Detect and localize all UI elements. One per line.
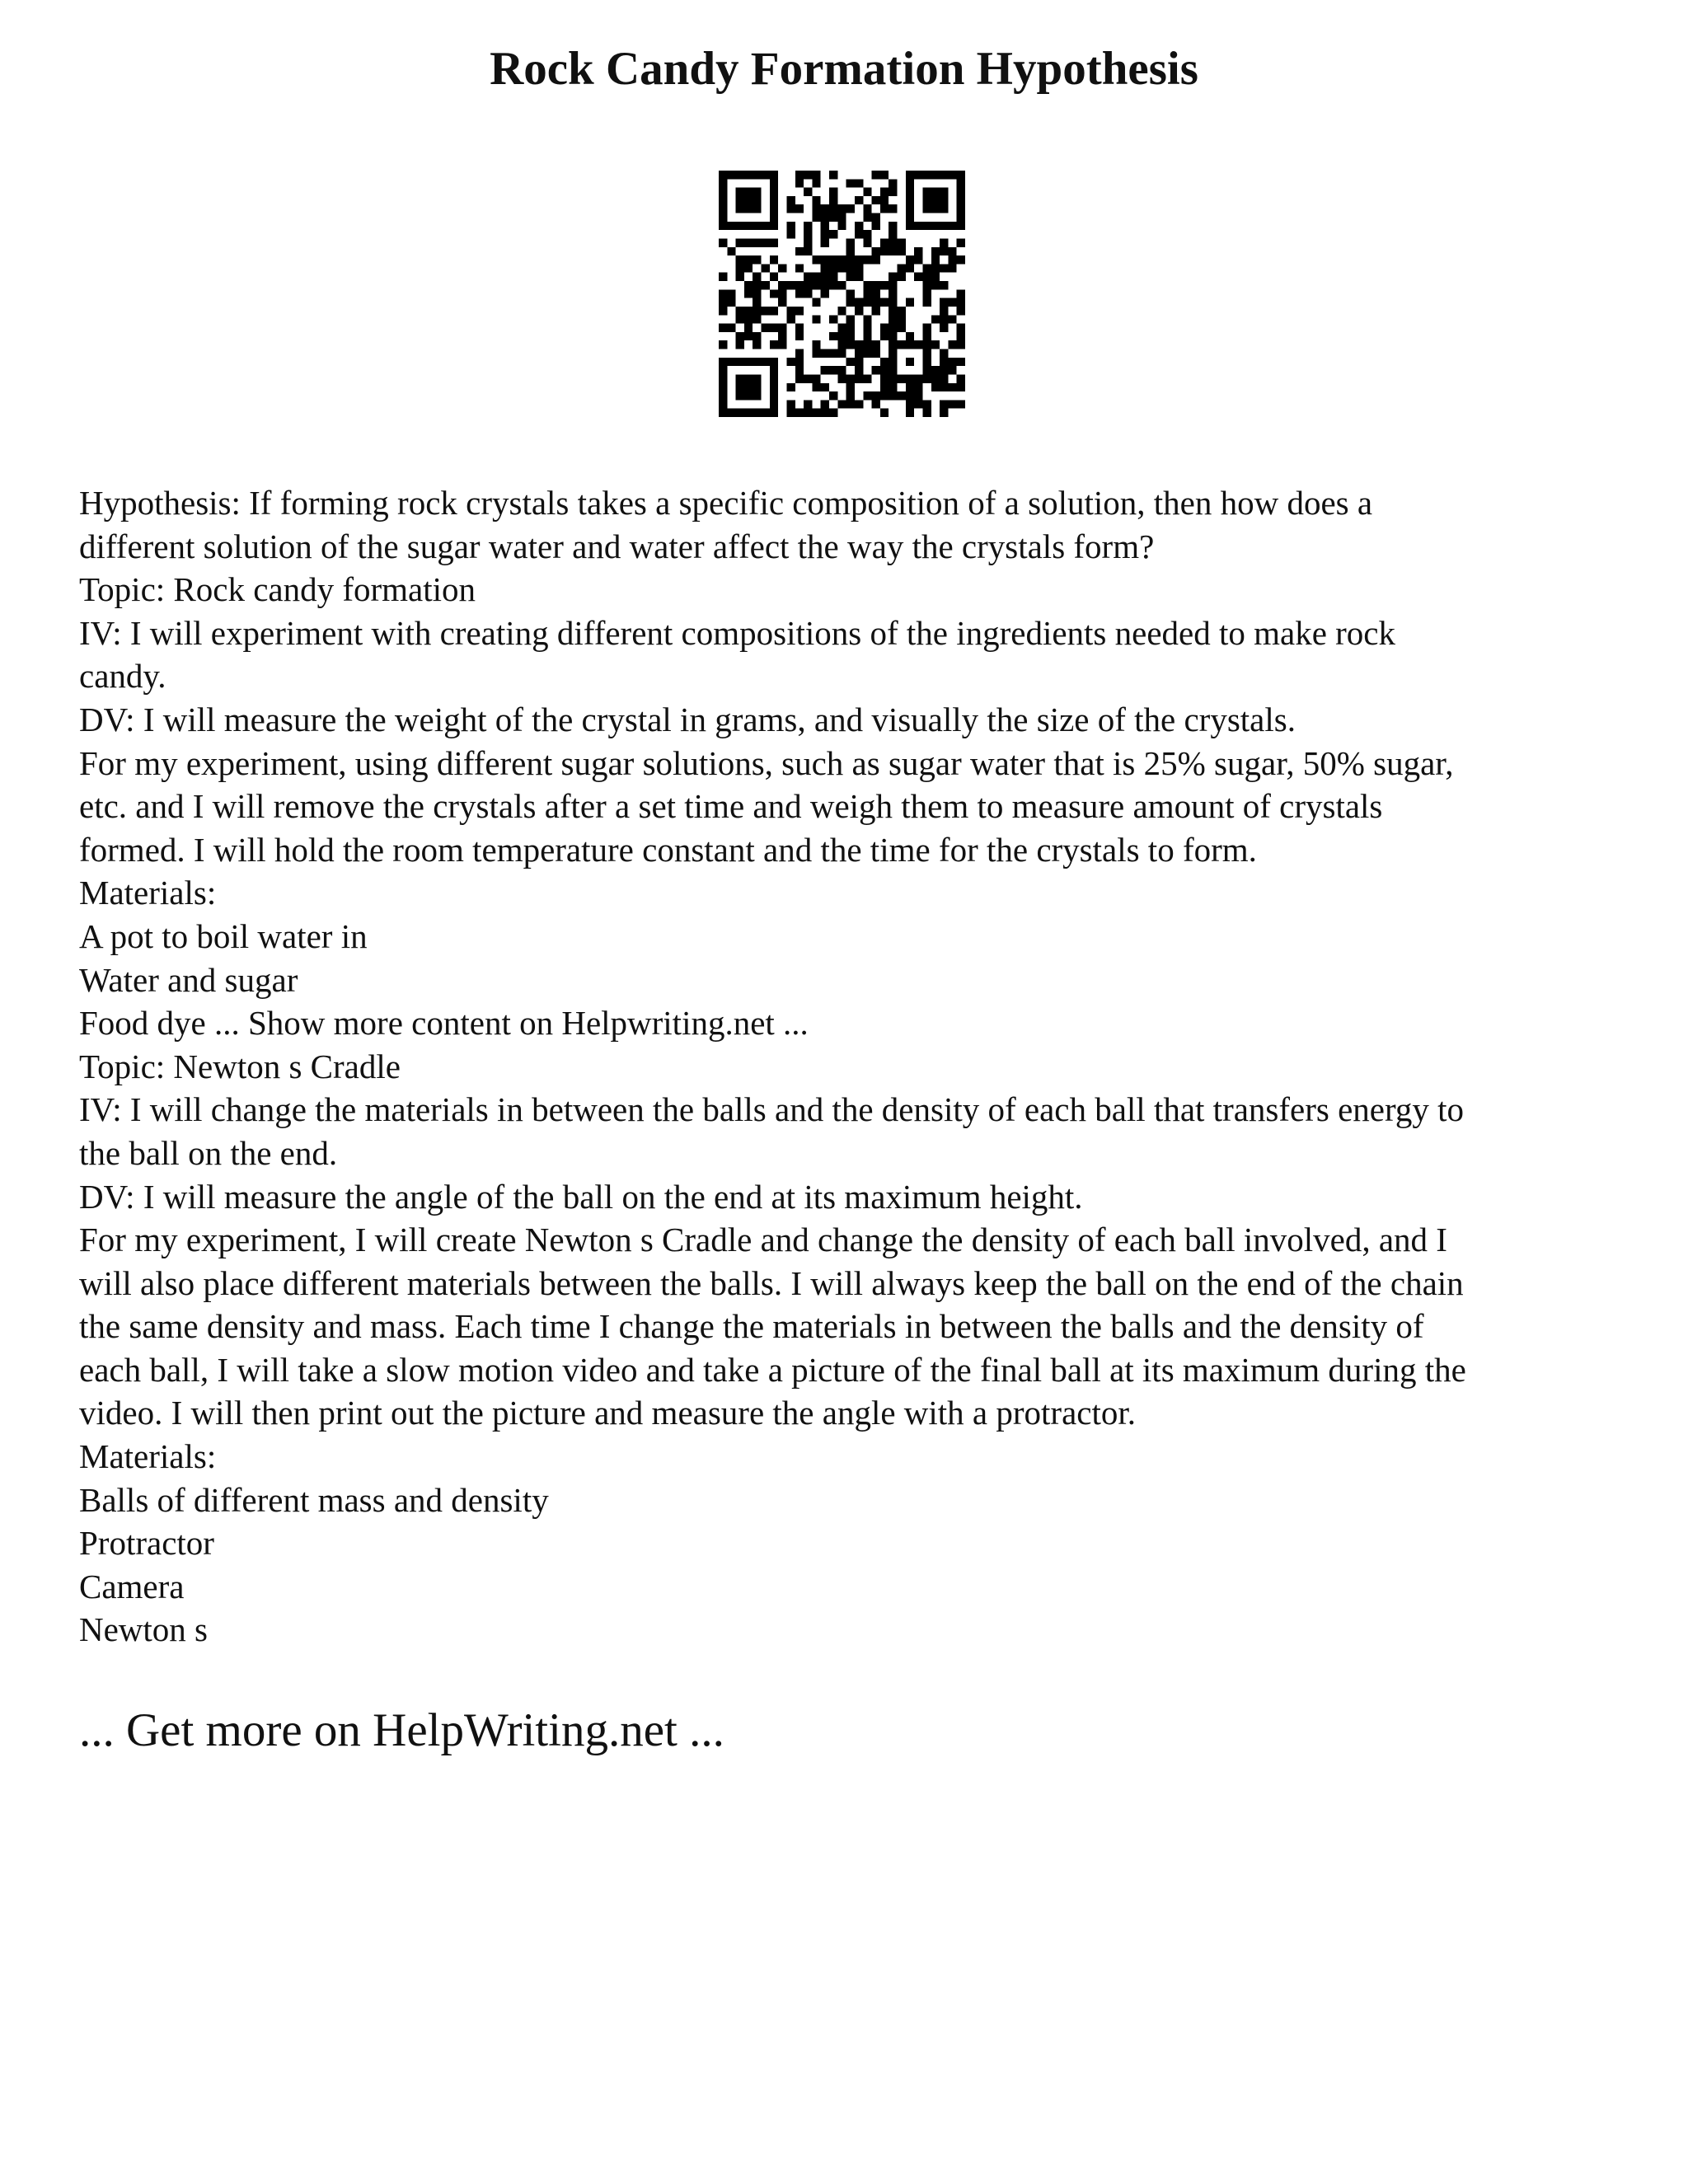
text-line: etc. and I will remove the crystals after a set time and weigh them to measure amount of crystals bbox=[79, 787, 1383, 826]
text-line: Balls of different mass and density bbox=[79, 1480, 549, 1519]
text-line: For my experiment, using different sugar solutions, such as sugar water that is 25% sugar, 50% sugar, bbox=[79, 743, 1454, 782]
text-line: For my experiment, I will create Newton s Cradle and change the density of each ball involved, and I bbox=[79, 1221, 1447, 1259]
text-line: Water and sugar bbox=[79, 960, 298, 999]
text-line: Camera bbox=[79, 1567, 185, 1605]
text-line: video. I will then print out the picture and measure the angle with a protractor. bbox=[79, 1394, 1136, 1432]
text-line: Newton s bbox=[79, 1610, 209, 1649]
text-line: candy. bbox=[79, 657, 166, 696]
text-line: IV: I will change the materials in between the balls and the density of each ball that transfers energy to bbox=[79, 1090, 1465, 1129]
text-line: IV: I will experiment with creating different compositions of the ingredients needed to make rock bbox=[79, 613, 1395, 652]
text-line: Materials: bbox=[79, 1437, 217, 1476]
text-line: DV: I will measure the angle of the ball on the end at its maximum height. bbox=[79, 1177, 1083, 1216]
text-line: will also place different materials between the balls. I will always keep the ball on the end of the chain bbox=[79, 1263, 1464, 1302]
text-line: Topic: Newton s Cradle bbox=[79, 1047, 401, 1085]
text-line: Food dye ... Show more content on Helpwriting.net ... bbox=[79, 1004, 809, 1043]
text-line: DV: I will measure the weight of the crystal in grams, and visually the size of the crystals. bbox=[79, 700, 1296, 738]
text-line: the same density and mass. Each time I change the materials in between the balls and the density of bbox=[79, 1307, 1424, 1346]
qr-code-icon bbox=[719, 171, 965, 417]
text-line: each ball, I will take a slow motion video and take a picture of the final ball at its maximum during the bbox=[79, 1350, 1466, 1389]
text-line: Materials: bbox=[79, 874, 217, 912]
get-more-link[interactable]: ... Get more on HelpWriting.net ... bbox=[79, 1704, 724, 1756]
document-body bbox=[79, 481, 1629, 1652]
text-line: Hypothesis: If forming rock crystals takes a specific composition of a solution, then how does a bbox=[79, 484, 1373, 522]
text-line: the ball on the end. bbox=[79, 1133, 338, 1172]
qr-code-graphic bbox=[719, 171, 965, 417]
text-line: different solution of the sugar water and water affect the way the crystals form? bbox=[79, 527, 1155, 565]
page-title: Rock Candy Formation Hypothesis bbox=[490, 43, 1198, 95]
text-line: Topic: Rock candy formation bbox=[79, 570, 476, 609]
text-line: formed. I will hold the room temperature constant and the time for the crystals to form. bbox=[79, 830, 1257, 869]
text-line: Protractor bbox=[79, 1524, 214, 1563]
text-line: A pot to boil water in bbox=[79, 916, 368, 955]
